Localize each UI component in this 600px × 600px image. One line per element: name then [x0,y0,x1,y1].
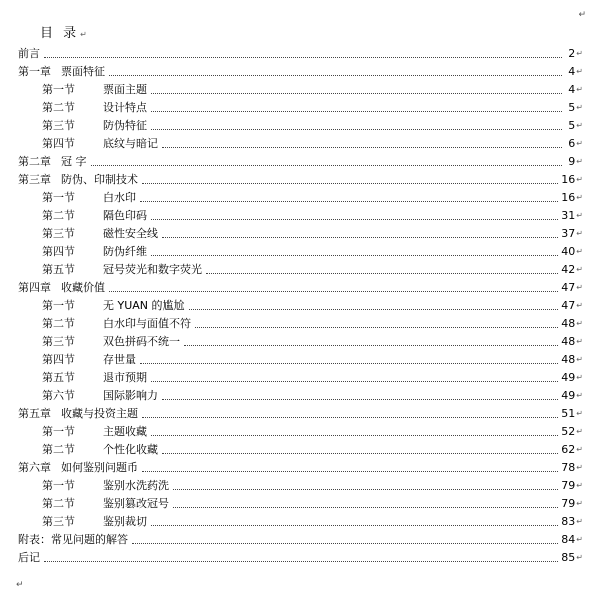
toc-entry-label [18,155,87,169]
toc-entry[interactable] [18,43,583,61]
dot-leader [151,128,562,130]
toc-entry-page: 16 [561,191,576,204]
toc-entry-title: 双色拼码不统一 [103,335,180,348]
toc-entry-label [18,227,158,241]
dot-leader [162,236,558,238]
toc-entry-page: 31 [561,209,576,222]
toc-entry-title: 冠 字 [61,155,87,168]
paragraph-mark-icon: ↵ [576,121,583,130]
toc-entry-title: 鉴别篡改冠号 [103,497,169,510]
toc-entry-number: 第五节 [42,263,75,276]
paragraph-mark-icon: ↵ [576,355,583,364]
paragraph-mark-icon: ↵ [576,247,583,256]
toc-entry-page: 4 [568,83,576,96]
toc-entry-label [18,65,105,79]
dot-leader [206,272,558,274]
toc-entry[interactable] [18,241,583,259]
toc-entry-number: 第一节 [42,425,75,438]
toc-entry-label [18,173,138,187]
toc-entry-label [18,479,169,493]
dot-leader [142,470,558,472]
toc-entry[interactable] [18,421,583,439]
paragraph-mark-icon: ↵ [576,517,583,526]
toc-entry-number: 第五章 [18,407,51,420]
toc-entry-title: 底纹与暗记 [103,137,158,150]
paragraph-mark-icon: ↵ [576,427,583,436]
toc-entry-page: 5 [568,101,576,114]
paragraph-mark-icon: ↵ [576,337,583,346]
toc-entry[interactable] [18,457,583,475]
dot-leader [184,344,558,346]
toc-entry-title: 防伪纤维 [103,245,147,258]
toc-entry-page: 5 [568,119,576,132]
paragraph-mark-icon: ↵ [576,283,583,292]
toc-entry-page: 49 [561,371,576,384]
toc-entry-page: 52 [561,425,576,438]
toc-entry-title: 鉴别裁切 [103,515,147,528]
toc-entry[interactable] [18,277,583,295]
dot-leader [44,560,558,562]
paragraph-mark-icon: ↵ [576,67,583,76]
toc-entry-page: 79 [561,479,576,492]
dot-leader [162,452,558,454]
dot-leader [162,146,562,148]
dot-leader [173,488,558,490]
paragraph-mark-icon: ↵ [576,553,583,562]
toc-entry-label [18,299,185,313]
toc-entry-number: 第一节 [42,191,75,204]
toc-entry-number: 第一章 [18,65,51,78]
toc-entry[interactable] [18,223,583,241]
toc-entry-page: 42 [561,263,576,276]
toc-entry-page: 78 [561,461,576,474]
toc-entry-number: 第二节 [42,209,75,222]
toc-entry-page: 62 [561,443,576,456]
toc-entry-label [18,317,191,331]
toc-entry[interactable] [18,349,583,367]
toc-entry-title: 后记 [18,551,40,564]
toc-entry-label [18,335,180,349]
toc-entry[interactable] [18,97,583,115]
toc-entry-number: 第四节 [42,353,75,366]
paragraph-mark-icon: ↵ [576,481,583,490]
dot-leader [151,92,562,94]
toc-entry-title: 前言 [18,47,40,60]
dot-leader [140,200,558,202]
toc-entry-number: 第四章 [18,281,51,294]
paragraph-mark-icon: ↵ [576,157,583,166]
toc-entry[interactable] [18,493,583,511]
toc-entry-page: 16 [561,173,576,186]
toc-entry-page: 6 [568,137,576,150]
toc-entry-title: 票面特征 [61,65,105,78]
toc-entry-title: 存世量 [103,353,136,366]
toc-entry-label [18,137,158,151]
toc-entry-page: 48 [561,353,576,366]
toc-entry-title: 退市预期 [103,371,147,384]
toc-entry-title: 鉴别水洗药洗 [103,479,169,492]
toc-entry[interactable] [18,133,583,151]
toc-entry[interactable] [18,295,583,313]
toc-entry-label [18,389,158,403]
dot-leader [109,74,562,76]
toc-title: 目 录↵ [40,26,90,41]
toc-entry-page: 49 [561,389,576,402]
toc-entry[interactable] [18,205,583,223]
toc-entry-page: 85 [561,551,576,564]
toc-entry-title: 收藏与投资主题 [61,407,138,420]
paragraph-mark-icon: ↵ [576,229,583,238]
toc-entry-number: 第三节 [42,119,75,132]
paragraph-mark-icon: ↵ [576,319,583,328]
dot-leader [195,326,558,328]
toc-entry-label [18,353,136,367]
toc-entry-label [18,263,202,277]
toc-entry-title: 主题收藏 [103,425,147,438]
toc-entry-page: 79 [561,497,576,510]
toc-entry-label [18,83,147,97]
toc-entry-title: 附表：常见问题的解答 [18,533,128,546]
toc-entry-number: 第三节 [42,227,75,240]
toc-entry[interactable] [18,331,583,349]
toc-entry-page: 47 [561,299,576,312]
toc-entry-title: 防伪特征 [103,119,147,132]
paragraph-mark-icon: ↵ [576,499,583,508]
toc-entry-title: 票面主题 [103,83,147,96]
toc-entry-page: 83 [561,515,576,528]
toc-entry[interactable] [18,313,583,331]
toc-entry[interactable] [18,385,583,403]
dot-leader [142,182,558,184]
toc-entry-number: 第三节 [42,335,75,348]
dot-leader [132,542,558,544]
toc-entry-number: 第二章 [18,155,51,168]
dot-leader [151,254,558,256]
toc-entry-page: 47 [561,281,576,294]
toc-entry-number: 第四节 [42,245,75,258]
paragraph-mark-icon: ↵ [576,265,583,274]
dot-leader [189,308,559,310]
toc-entry-label [18,551,40,565]
dot-leader [151,434,558,436]
toc-entry-label [18,191,136,205]
toc-entry-title: 白水印 [103,191,136,204]
table-of-contents [18,43,583,565]
toc-entry-label [18,101,147,115]
toc-entry-number: 第一节 [42,83,75,96]
toc-entry-page: 2 [568,47,576,60]
toc-entry-label [18,47,40,61]
paragraph-mark-icon: ↵ [576,535,583,544]
toc-entry[interactable] [18,367,583,385]
toc-entry[interactable] [18,259,583,277]
toc-entry[interactable] [18,187,583,205]
dot-leader [162,398,558,400]
toc-entry[interactable] [18,403,583,421]
toc-entry-number: 第一节 [42,479,75,492]
toc-entry-label [18,533,128,547]
paragraph-mark-icon: ↵ [576,463,583,472]
dot-leader [151,110,562,112]
paragraph-mark-icon: ↵ [578,10,586,20]
toc-entry-page: 4 [568,65,576,78]
paragraph-mark-icon: ↵ [80,30,90,39]
toc-entry-label [18,515,147,529]
toc-entry[interactable] [18,115,583,133]
toc-entry-label [18,407,138,421]
toc-entry-number: 第二节 [42,443,75,456]
toc-entry-title: 无 YUAN 的尴尬 [103,299,185,312]
toc-entry-page: 84 [561,533,576,546]
toc-entry-page: 40 [561,245,576,258]
paragraph-mark-icon: ↵ [16,580,24,590]
dot-leader [151,380,558,382]
dot-leader [151,524,558,526]
toc-entry-page: 9 [568,155,576,168]
toc-entry[interactable] [18,151,583,169]
toc-entry-label [18,119,147,133]
toc-entry-page: 48 [561,317,576,330]
toc-entry-number: 第四节 [42,137,75,150]
toc-entry-title: 个性化收藏 [103,443,158,456]
paragraph-mark-icon: ↵ [576,175,583,184]
toc-entry-title: 冠号荧光和数字荧光 [103,263,202,276]
toc-entry-title: 国际影响力 [103,389,158,402]
toc-entry-label [18,443,158,457]
toc-entry-title: 如何鉴别问题币 [61,461,138,474]
toc-entry-number: 第二节 [42,497,75,510]
toc-entry-title: 隔色印码 [103,209,147,222]
toc-entry[interactable] [18,439,583,457]
toc-entry-number: 第一节 [42,299,75,312]
paragraph-mark-icon: ↵ [576,85,583,94]
toc-entry-number: 第六章 [18,461,51,474]
paragraph-mark-icon: ↵ [576,193,583,202]
paragraph-mark-icon: ↵ [576,49,583,58]
paragraph-mark-icon: ↵ [576,103,583,112]
paragraph-mark-icon: ↵ [576,391,583,400]
dot-leader [44,56,562,58]
toc-entry-label [18,281,105,295]
toc-entry-title: 防伪、印制技术 [61,173,138,186]
dot-leader [142,416,558,418]
dot-leader [140,362,558,364]
dot-leader [151,218,558,220]
paragraph-mark-icon: ↵ [576,445,583,454]
toc-entry[interactable] [18,547,583,565]
paragraph-mark-icon: ↵ [576,139,583,148]
toc-entry-title: 收藏价值 [61,281,105,294]
toc-entry-title: 磁性安全线 [103,227,158,240]
toc-entry-label [18,209,147,223]
dot-leader [173,506,558,508]
toc-entry-label [18,371,147,385]
toc-entry-page: 51 [561,407,576,420]
toc-entry[interactable] [18,475,583,493]
toc-entry-number: 第六节 [42,389,75,402]
dot-leader [91,164,563,166]
dot-leader [109,290,558,292]
toc-entry[interactable] [18,529,583,547]
toc-entry[interactable] [18,61,583,79]
toc-entry-number: 第二节 [42,317,75,330]
toc-entry-number: 第三节 [42,515,75,528]
toc-entry-label [18,461,138,475]
toc-entry-number: 第五节 [42,371,75,384]
toc-entry-label [18,497,169,511]
toc-entry[interactable] [18,79,583,97]
toc-entry-page: 37 [561,227,576,240]
toc-entry-label [18,245,147,259]
toc-entry-title: 设计特点 [103,101,147,114]
paragraph-mark-icon: ↵ [576,409,583,418]
paragraph-mark-icon: ↵ [576,301,583,310]
toc-entry-page: 48 [561,335,576,348]
toc-entry-number: 第三章 [18,173,51,186]
toc-entry-number: 第二节 [42,101,75,114]
toc-entry-label [18,425,147,439]
toc-entry[interactable] [18,169,583,187]
toc-entry[interactable] [18,511,583,529]
paragraph-mark-icon: ↵ [576,211,583,220]
paragraph-mark-icon: ↵ [576,373,583,382]
toc-entry-title: 白水印与面值不符 [103,317,191,330]
